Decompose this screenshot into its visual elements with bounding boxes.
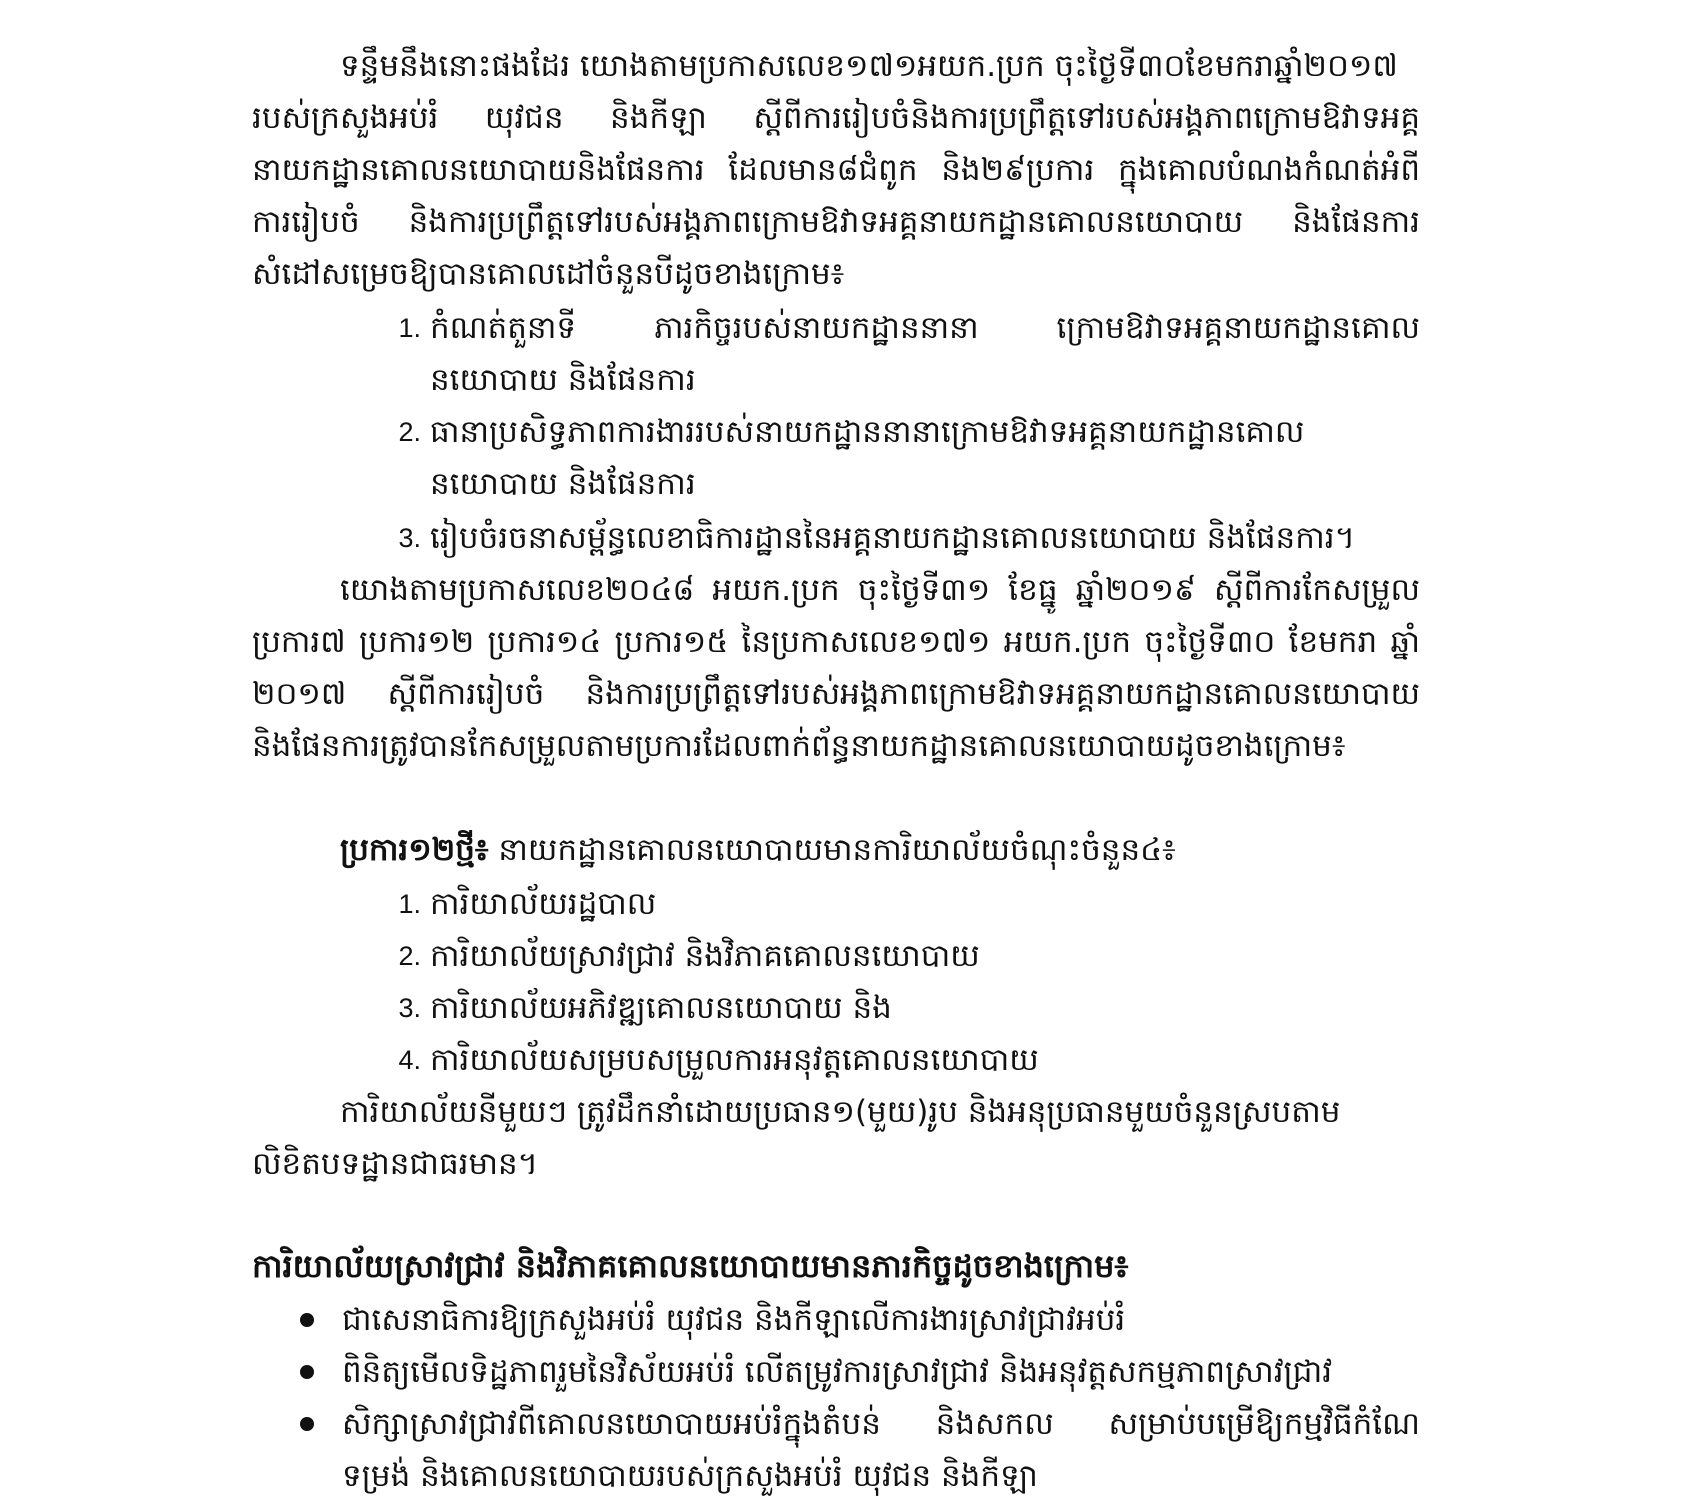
list-number: 1. <box>398 889 421 919</box>
list-item-text: ការិយាល័យស្រាវជ្រាវ និងវិភាគគោលនយោបាយ <box>430 938 980 974</box>
bullet-icon <box>300 1313 314 1327</box>
article-12-line <box>340 824 1176 876</box>
article-text: នាយកដ្ឋានគោលនយោបាយមានការិយាល័យចំណុះចំនួន៤៖ <box>488 832 1176 868</box>
list-item-text: ការិយាល័យសម្របសម្រួលការអនុវត្តគោលនយោបាយ <box>430 1042 1039 1078</box>
paragraph-line: លិខិតបទដ្ឋានជាធរមាន។ <box>252 1146 539 1182</box>
list-item-text: នយោបាយ និងផែនការ <box>430 362 696 398</box>
bullet-icon <box>300 1417 314 1431</box>
list-number: 1. <box>398 313 421 343</box>
list-item-text: ការិយាល័យអភិវឌ្ឍគោលនយោបាយ និង <box>430 990 892 1026</box>
paragraph-line: យោងតាមប្រកាសលេខ២០៤៨ អយក.ប្រក ចុះថ្ងៃទី៣១ ខែធ្នូ ឆ្នាំ២០១៩ ស្តីពីការកែសម្រួល <box>340 572 1420 608</box>
paragraph-line: ការរៀបចំ និងការប្រព្រឹត្តទៅរបស់អង្គភាពក្រោមឱវាទអគ្គនាយកដ្ឋានគោលនយោបាយ និងផែនការ <box>252 204 1420 240</box>
list-item-text: ពិនិត្យមើលទិដ្ឋភាពរួមនៃវិស័យអប់រំ លើតម្រូវការស្រាវជ្រាវ និងអនុវត្តសកម្មភាពស្រាវជ្រាវ <box>342 1354 1333 1390</box>
paragraph-line: និងផែនការត្រូវបានកែសម្រួលតាមប្រការដែលពាក់ព័ន្ធនាយកដ្ឋានគោលនយោបាយដូចខាងក្រោម៖ <box>252 728 1346 764</box>
list-number: 3. <box>398 993 421 1023</box>
list-item-text: ការិយាល័យរដ្ឋបាល <box>430 886 657 922</box>
list-item-text: រៀបចំរចនាសម្ព័ន្ធលេខាធិការដ្ឋាននៃអគ្គនាយកដ្ឋានគោលនយោបាយ និងផែនការ។ <box>430 520 1356 556</box>
paragraph-line: របស់ក្រសួងអប់រំ យុវជន និងកីឡា ស្តីពីការរៀបចំនិងការប្រព្រឹត្តទៅរបស់អង្គភាពក្រោមឱវាទអគ្គ <box>252 100 1420 136</box>
list-number: 2. <box>398 941 421 971</box>
bullet-icon <box>300 1365 314 1379</box>
list-item-text: ទម្រង់ និងគោលនយោបាយរបស់ក្រសួងអប់រំ យុវជន និងកីឡា <box>342 1458 1038 1494</box>
paragraph-line: នាយកដ្ឋានគោលនយោបាយនិងផែនការ ដែលមាន៨ជំពូក និង២៩ប្រការ ក្នុងគោលបំណងកំណត់អំពី <box>252 152 1420 188</box>
paragraph-line: ការិយាល័យនីមួយៗ ត្រូវដឹកនាំដោយប្រធាន១(មួយ)រូប និងអនុប្រធានមួយចំនួនស្របតាម <box>340 1094 1341 1130</box>
list-number: 3. <box>398 523 421 553</box>
paragraph-line: ២០១៧ ស្តីពីការរៀបចំ និងការប្រព្រឹត្តទៅរបស់អង្គភាពក្រោមឱវាទអគ្គនាយកដ្ឋានគោលនយោបាយ <box>252 676 1420 712</box>
paragraph-line: ប្រការ៧ ប្រការ១២ ប្រការ១៤ ប្រការ១៥ នៃប្រកាសលេខ១៧១ អយក.ប្រក ចុះថ្ងៃទី៣០ ខែមករា ឆ្នាំ <box>252 624 1420 660</box>
paragraph-line: ទន្ទឹមនឹងនោះផងដែរ យោងតាមប្រកាសលេខ១៧១អយក.ប្រក ចុះថ្ងៃទី៣០ខែមករាឆ្នាំ២០១៧ <box>340 48 1398 84</box>
section-heading: ការិយាល័យស្រាវជ្រាវ និងវិភាគគោលនយោបាយមានភារកិច្ចដូចខាងក្រោម៖ <box>252 1247 1129 1285</box>
paragraph-line: សំដៅសម្រេចឱ្យបានគោលដៅចំនួនបីដូចខាងក្រោម៖ <box>252 256 845 292</box>
list-number: 2. <box>398 417 421 447</box>
list-item-text: នយោបាយ និងផែនការ <box>430 466 696 502</box>
list-item-text: ធានាប្រសិទ្ធភាពការងាររបស់នាយកដ្ឋាននានាក្រោមឱវាទអគ្គនាយកដ្ឋានគោល <box>430 414 1305 450</box>
list-item-text: សិក្សាស្រាវជ្រាវពីគោលនយោបាយអប់រំក្នុងតំបន់ និងសកល សម្រាប់បម្រើឱ្យកម្មវិធីកំណែ <box>342 1406 1420 1442</box>
article-label: ប្រការ១២ថ្មី៖ <box>340 832 489 868</box>
list-item-text: ជាសេនាធិការឱ្យក្រសួងអប់រំ យុវជន និងកីឡាលើការងារស្រាវជ្រាវអប់រំ <box>342 1302 1126 1338</box>
list-item-text: កំណត់តួនាទី ភារកិច្ចរបស់នាយកដ្ឋាននានា ក្រោមឱវាទអគ្គនាយកដ្ឋានគោល <box>430 310 1420 346</box>
list-number: 4. <box>398 1045 421 1075</box>
